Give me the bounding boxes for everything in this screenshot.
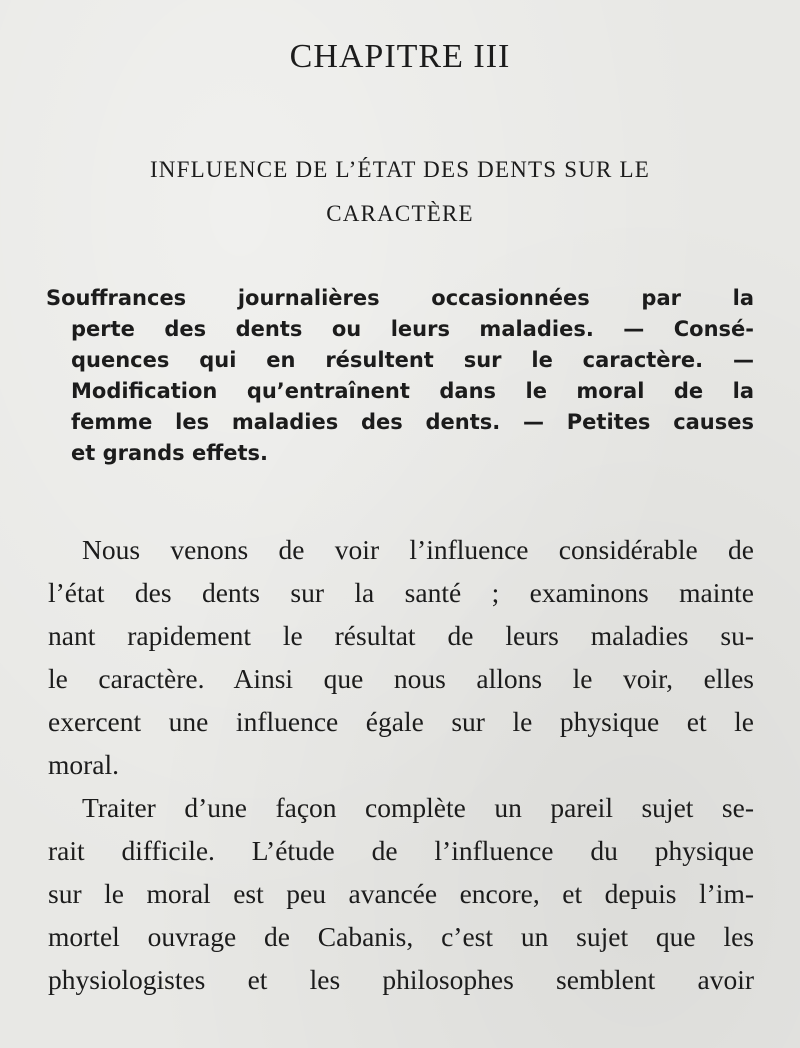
chapter-summary [46, 283, 754, 469]
summary-line: et grands effets. [71, 441, 268, 465]
summary-line: femme les maladies des dents. — Petites causes [71, 410, 754, 434]
chapter-title-line-2: CARACTÈRE [326, 201, 474, 226]
body-line: mortel ouvrage de Cabanis, c’est un sujet que les [48, 921, 754, 952]
summary-line: Souffrances journalières occasionnées par la [46, 286, 754, 310]
body-line: Traiter d’une façon complète un pareil sujet se- [82, 792, 754, 823]
paragraph-2 [48, 786, 754, 1001]
body-line: exercent une influence égale sur le physique et le [48, 706, 754, 737]
body-line: moral. [48, 749, 120, 780]
chapter-title [0, 148, 800, 236]
body-line: le caractère. Ainsi que nous allons le voir, elles [48, 663, 754, 694]
body-line: rait difficile. L’étude de l’influence du physique [48, 835, 754, 866]
body-text [48, 528, 754, 1001]
chapter-heading: CHAPITRE III [289, 38, 511, 75]
paragraph-1 [48, 528, 754, 786]
summary-line: quences qui en résultent sur le caractère. — [71, 348, 754, 372]
body-line: l’état des dents sur la santé ; examinons mainte [48, 577, 754, 608]
chapter-title-line-1: INFLUENCE DE L’ÉTAT DES DENTS SUR LE [149, 157, 651, 182]
body-line: Nous venons de voir l’influence considérable de [82, 534, 754, 565]
summary-line: Modification qu’entraînent dans le moral de la [71, 379, 754, 403]
body-line: sur le moral est peu avancée encore, et depuis l’im- [48, 878, 754, 909]
summary-line: perte des dents ou leurs maladies. — Consé- [71, 317, 754, 341]
body-line: physiologistes et les philosophes semblent avoir [48, 964, 754, 995]
body-line: nant rapidement le résultat de leurs maladies su- [48, 620, 754, 651]
